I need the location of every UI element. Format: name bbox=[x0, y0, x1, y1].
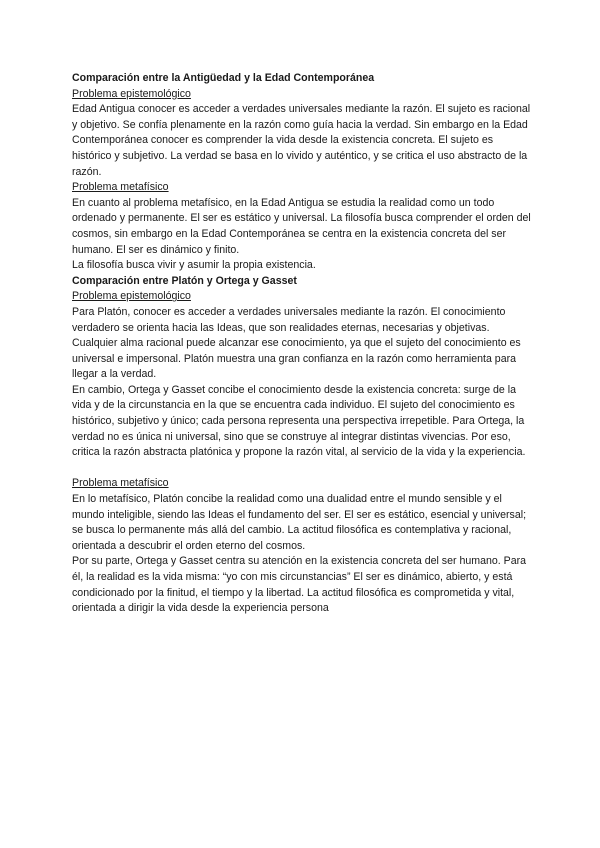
section-title-antiguedad-contemporanea: Comparación entre la Antigüedad y la Edad Contemporánea bbox=[72, 72, 375, 84]
paragraph-epistemologico-1: Edad Antigua conocer es acceder a verdades universales mediante la razón. El sujeto es racional y objetivo. Se confía plenamente en la razón como guía hacia la verdad. Sin embargo en la Edad Contemporánea conocer es comprender la vida desde la existencia concreta. El sujeto es histórico y subjetivo. La verdad se basa en lo vivido y auténtico, y se critica el uso abstracto de la razón. bbox=[72, 103, 531, 178]
document-body bbox=[72, 71, 532, 617]
subheading-epistemologico-1: Problema epistemológico bbox=[72, 87, 191, 100]
paragraph-epistemologico-platon: Para Platón, conocer es acceder a verdades universales mediante la razón. El conocimiento verdadero se orienta hacia las Ideas, que son realidades eternas, necesarias y objetivas. Cualquier alma racional puede alcanzar ese conocimiento, ya que el sujeto del conocimiento es universal e impersonal. Platón muestra una gran confianza en la razón como herramienta para llegar a la verdad. bbox=[72, 305, 521, 381]
blank-line bbox=[72, 461, 532, 477]
subheading-metafisico-2: Problema metafísico bbox=[72, 477, 169, 490]
section-title-platon-ortega: Comparación entre Platón y Ortega y Gasset bbox=[72, 274, 297, 287]
subheading-metafisico-1: Problema metafísico bbox=[72, 181, 169, 194]
paragraph-metafisico-1b: La filosofía busca vivir y asumir la propia existencia. bbox=[72, 259, 316, 272]
paragraph-metafisico-1: En cuanto al problema metafísico, en la Edad Antigua se estudia la realidad como un todo ordenado y permanente. El ser es estático y universal. La filosofía busca comprender el orden del cosmos, sin embargo en la Edad Contemporánea se centra en la existencia concreta del ser humano. El ser es dinámico y finito. bbox=[72, 196, 531, 256]
paragraph-metafisico-platon: En lo metafísico, Platón concibe la realidad como una dualidad entre el mundo sensible y el mundo inteligible, siendo las Ideas el fundamento del ser. El ser es estático, esencial y universal; se busca lo permanente más allá del cambio. La actitud filosófica es contemplativa y racional, orientada a descubrir el orden eterno del cosmos. bbox=[72, 493, 527, 552]
paragraph-metafisico-ortega: Por su parte, Ortega y Gasset centra su atención en la existencia concreta del ser humano. Para él, la realidad es la vida misma: “yo con mis circunstancias” El ser es dinámico, abierto, y está condicionado por la finitud, el tiempo y la libertad. La actitud filosófica es comprometida y vital, orientada a dirigir la vida desde la experiencia persona bbox=[72, 555, 527, 615]
subheading-epistemologico-2: Problema epistemológico bbox=[72, 290, 191, 303]
paragraph-epistemologico-ortega: En cambio, Ortega y Gasset concibe el conocimiento desde la existencia concreta: surge de la vida y de la circunstancia en la que se encuentra cada individuo. El sujeto del conocimiento es histórico, subjetivo y único; cada persona representa una perspectiva irrepetible. Para Ortega, la verdad no es única ni universal, sino que se construye al integrar distintas vivencias. Por eso, critica la razón abstracta platónica y propone la razón vital, al servicio de la vida y la experiencia. bbox=[72, 383, 526, 459]
